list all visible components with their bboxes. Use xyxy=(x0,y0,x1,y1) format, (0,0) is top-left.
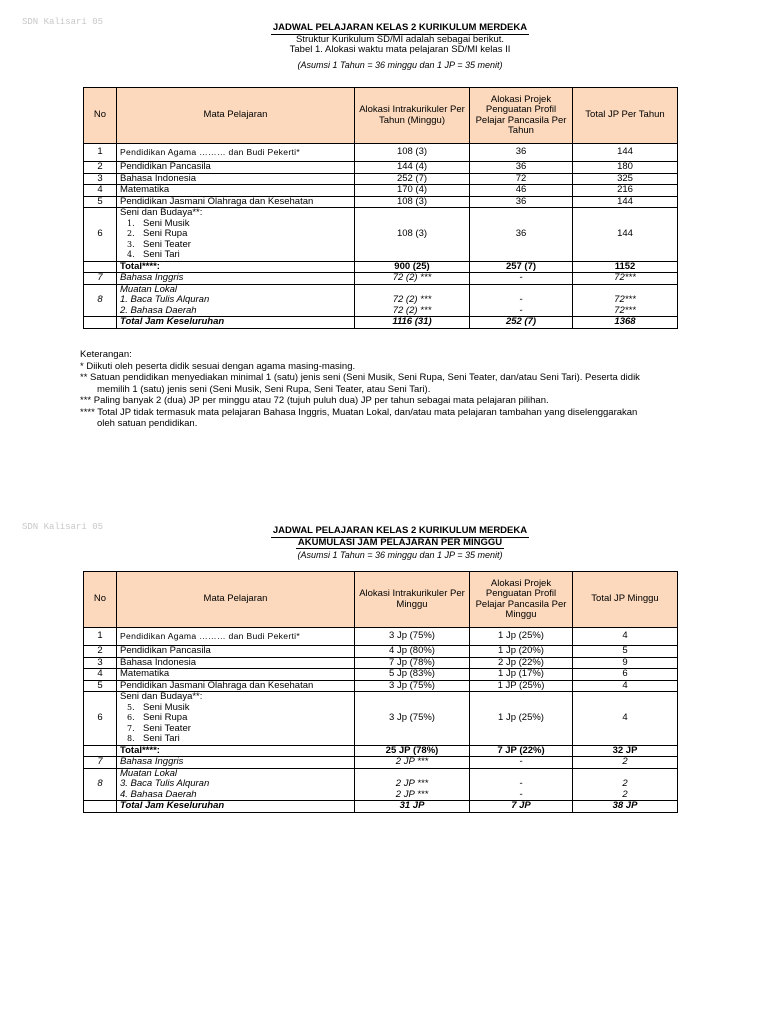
cell-intra xyxy=(355,768,470,801)
cell-intra: 7 Jp (78%) xyxy=(355,657,470,669)
cell-no: 7 xyxy=(84,757,117,769)
cell-projek: 257 (7) xyxy=(470,261,573,273)
table-row xyxy=(84,173,678,185)
cell-total: 4 xyxy=(573,628,678,646)
table1-title: JADWAL PELAJARAN KELAS 2 KURIKULUM MERDEKA xyxy=(272,22,528,33)
lokal-intra: 72 (2) *** xyxy=(392,294,432,305)
cell-total: 1152 xyxy=(573,261,678,273)
cell-mapel xyxy=(117,284,355,317)
header-total: Total JP Minggu xyxy=(573,572,678,628)
table-row-total xyxy=(84,261,678,273)
cell-projek: 7 JP (22%) xyxy=(470,745,573,757)
cell-projek: 36 xyxy=(470,208,573,262)
cell-mapel: Pendidikan Jasmani Olahraga dan Kesehatan xyxy=(117,196,355,208)
lokal-intra: 2 JP *** xyxy=(395,778,429,789)
seni-label: Seni Teater xyxy=(143,722,191,734)
seni-number: 3. xyxy=(127,239,135,249)
table-row xyxy=(84,162,678,174)
header-projek: Alokasi Projek Penguatan Profil Pelajar Pancasila Per Tahun xyxy=(470,88,573,144)
cell-no: 8 xyxy=(84,768,117,801)
seni-label: Seni Tari xyxy=(143,249,180,260)
cell-total: 144 xyxy=(573,196,678,208)
cell-intra: 900 (25) xyxy=(355,261,470,273)
list-item xyxy=(123,250,351,261)
table1-subtitle: Struktur Kurikulum SD/MI adalah sebagai berikut. xyxy=(295,33,505,45)
note-1: * Diikuti oleh peserta didik sesuai dengan agama masing-masing. xyxy=(80,360,356,372)
table-row xyxy=(84,628,678,646)
cell-projek: 252 (7) xyxy=(470,317,573,329)
note-3: *** Paling banyak 2 (dua) JP per minggu atau 72 (tujuh puluh dua) JP per tahun sebagai mata pelajaran pilihan. xyxy=(80,395,549,406)
header-total: Total JP Per Tahun xyxy=(573,88,678,144)
seni-number: 1. xyxy=(127,218,135,228)
table-row xyxy=(84,680,678,692)
header-mapel: Mata Pelajaran xyxy=(117,88,355,144)
cell-mapel: Pendidikan Pancasila xyxy=(117,162,355,174)
cell-intra: 252 (7) xyxy=(355,173,470,185)
table-row-inggris xyxy=(84,757,678,769)
cell-intra: 72 (2) *** xyxy=(355,273,470,285)
header-mapel: Mata Pelajaran xyxy=(117,572,355,628)
cell-intra: 144 (4) xyxy=(355,162,470,174)
table-row-seni xyxy=(84,692,678,746)
table1-caption: Tabel 1. Alokasi waktu mata pelajaran SD/MI kelas II xyxy=(289,44,511,55)
seni-label: Seni Rupa xyxy=(143,712,188,723)
cell-projek: 46 xyxy=(470,185,573,197)
table1-title-block xyxy=(0,23,768,70)
note-2: ** Satuan pendidikan menyediakan minimal 1 (satu) jenis seni (Seni Musik, Seni Rupa, Seni Teater, dan/atau Seni Tari). Peserta didik xyxy=(80,372,640,383)
cell-projek: - xyxy=(470,273,573,285)
cell-mapel: Total Jam Keseluruhan xyxy=(117,317,355,329)
table-row-inggris xyxy=(84,273,678,285)
cell-intra xyxy=(355,284,470,317)
note-4: **** Total JP tidak termasuk mata pelajaran Bahasa Inggris, Muatan Lokal, dan/atau mata pelajaran tambahan yang diselenggarakan xyxy=(80,406,638,418)
note-4-cont: oleh satuan pendidikan. xyxy=(97,418,198,429)
cell-mapel: Pendidikan Agama ……… dan Budi Pekerti* xyxy=(117,628,355,646)
lokal-total: 2 xyxy=(622,778,628,789)
cell-projek xyxy=(470,284,573,317)
cell-total: 4 xyxy=(573,692,678,746)
cell-total: 9 xyxy=(573,657,678,669)
seni-number: 6. xyxy=(127,713,135,722)
cell-no: 6 xyxy=(84,692,117,746)
table-row-lokal xyxy=(84,768,678,801)
cell-total: 5 xyxy=(573,646,678,658)
seni-label: Seni Rupa xyxy=(143,228,188,239)
table1-header-row xyxy=(84,88,678,144)
cell-projek: 1 JP (25%) xyxy=(470,680,573,692)
cell-total: 2 xyxy=(573,757,678,769)
seni-label: Seni Tari xyxy=(143,733,180,744)
cell-total: 144 xyxy=(573,208,678,262)
cell-no: 3 xyxy=(84,657,117,669)
notes-head: Keterangan: xyxy=(80,349,132,360)
cell-projek: 1 Jp (17%) xyxy=(470,669,573,681)
header-intra: Alokasi Intrakurikuler Per Tahun (Minggu) xyxy=(355,88,470,144)
lokal-item: 4. Bahasa Daerah xyxy=(120,788,197,800)
cell-mapel: Matematika xyxy=(117,185,355,197)
table-row xyxy=(84,657,678,669)
table-row-lokal xyxy=(84,284,678,317)
table-row xyxy=(84,196,678,208)
list-item xyxy=(123,734,351,745)
watermark-text: SDN Kalisari 05 xyxy=(22,17,104,27)
cell-projek: 7 JP xyxy=(470,801,573,813)
cell-no: 5 xyxy=(84,196,117,208)
notes xyxy=(80,349,750,430)
lokal-projek: - xyxy=(519,304,523,316)
cell-intra: 3 Jp (75%) xyxy=(355,628,470,646)
seni-number: 4. xyxy=(127,250,135,259)
cell-total: 38 JP xyxy=(573,801,678,813)
cell-intra: 25 JP (78%) xyxy=(355,745,470,757)
table-row-grand-total xyxy=(84,801,678,813)
cell-total: 6 xyxy=(573,669,678,681)
lokal-title: Muatan Lokal xyxy=(120,283,178,295)
cell-total: 180 xyxy=(573,162,678,174)
cell-no xyxy=(84,745,117,757)
cell-no: 5 xyxy=(84,680,117,692)
cell-total: 72*** xyxy=(573,273,678,285)
cell-mapel: Total****: xyxy=(117,261,355,273)
seni-number: 2. xyxy=(127,229,135,238)
cell-projek: 1 Jp (20%) xyxy=(470,646,573,658)
cell-mapel: Matematika xyxy=(117,669,355,681)
cell-mapel: Total Jam Keseluruhan xyxy=(117,801,355,813)
table-row-grand-total xyxy=(84,317,678,329)
table-row xyxy=(84,669,678,681)
cell-intra: 108 (3) xyxy=(355,208,470,262)
cell-intra: 108 (3) xyxy=(355,144,470,162)
cell-no: 2 xyxy=(84,646,117,658)
cell-intra: 31 JP xyxy=(355,801,470,813)
seni-label: Seni Musik xyxy=(143,701,190,713)
cell-no: 3 xyxy=(84,173,117,185)
seni-label: Seni Musik xyxy=(143,217,190,229)
cell-intra: 3 Jp (75%) xyxy=(355,680,470,692)
cell-total: 1368 xyxy=(573,317,678,329)
cell-projek xyxy=(470,768,573,801)
cell-intra: 170 (4) xyxy=(355,185,470,197)
cell-projek: 72 xyxy=(470,173,573,185)
cell-projek: 1 Jp (25%) xyxy=(470,628,573,646)
seni-title: Seni dan Budaya**: xyxy=(120,691,203,702)
table2-assumption: (Asumsi 1 Tahun = 36 minggu dan 1 JP = 35 menit) xyxy=(297,550,503,560)
seni-label: Seni Teater xyxy=(143,238,191,250)
cell-intra: 3 Jp (75%) xyxy=(355,692,470,746)
header-projek: Alokasi Projek Penguatan Profil Pelajar Pancasila Per Minggu xyxy=(470,572,573,628)
header-intra: Alokasi Intrakurikuler Per Minggu xyxy=(355,572,470,628)
seni-list xyxy=(120,703,351,745)
table2-subtitle: AKUMULASI JAM PELAJARAN PER MINGGU xyxy=(297,536,503,548)
cell-intra: 108 (3) xyxy=(355,196,470,208)
lokal-title: Muatan Lokal xyxy=(120,767,178,779)
cell-intra: 4 Jp (80%) xyxy=(355,646,470,658)
cell-mapel: Pendidikan Pancasila xyxy=(117,646,355,658)
cell-mapel xyxy=(117,692,355,746)
lokal-total: 2 xyxy=(622,788,628,800)
cell-total: 4 xyxy=(573,680,678,692)
table-row xyxy=(84,646,678,658)
cell-mapel xyxy=(117,768,355,801)
cell-mapel: Bahasa Indonesia xyxy=(117,173,355,185)
cell-total: 216 xyxy=(573,185,678,197)
table2-title-block xyxy=(0,526,768,561)
cell-intra: 1116 (31) xyxy=(355,317,470,329)
lokal-item: 1. Baca Tulis Alquran xyxy=(120,294,210,305)
cell-no: 1 xyxy=(84,144,117,162)
seni-number: 7. xyxy=(127,723,135,733)
lokal-projek: - xyxy=(519,788,523,800)
seni-number: 8. xyxy=(127,734,135,743)
cell-total xyxy=(573,284,678,317)
cell-projek: 36 xyxy=(470,196,573,208)
table1-assumption: (Asumsi 1 Tahun = 36 minggu dan 1 JP = 35 menit) xyxy=(297,59,503,70)
cell-projek: 2 Jp (22%) xyxy=(470,657,573,669)
cell-total: 144 xyxy=(573,144,678,162)
header-no: No xyxy=(84,88,117,144)
table-row-seni xyxy=(84,208,678,262)
table-row xyxy=(84,185,678,197)
cell-projek: 1 Jp (25%) xyxy=(470,692,573,746)
cell-no xyxy=(84,261,117,273)
table1 xyxy=(83,87,678,329)
cell-mapel: Bahasa Inggris xyxy=(117,273,355,285)
cell-no: 6 xyxy=(84,208,117,262)
cell-no: 2 xyxy=(84,162,117,174)
cell-no: 4 xyxy=(84,669,117,681)
cell-total xyxy=(573,768,678,801)
cell-mapel: Bahasa Inggris xyxy=(117,757,355,769)
cell-total: 325 xyxy=(573,173,678,185)
seni-title: Seni dan Budaya**: xyxy=(120,207,203,218)
watermark-text: SDN Kalisari 05 xyxy=(22,522,104,532)
cell-projek: 36 xyxy=(470,162,573,174)
cell-mapel xyxy=(117,208,355,262)
header-no: No xyxy=(84,572,117,628)
cell-mapel: Pendidikan Agama ……… dan Budi Pekerti* xyxy=(117,144,355,162)
cell-no: 1 xyxy=(84,628,117,646)
cell-no: 7 xyxy=(84,273,117,285)
cell-total: 32 JP xyxy=(573,745,678,757)
seni-number: 5. xyxy=(127,702,135,712)
lokal-total: 72*** xyxy=(614,304,636,316)
cell-no xyxy=(84,801,117,813)
cell-mapel: Pendidikan Jasmani Olahraga dan Kesehatan xyxy=(117,680,355,692)
cell-no xyxy=(84,317,117,329)
table-row-total xyxy=(84,745,678,757)
cell-mapel: Total****: xyxy=(117,745,355,757)
lokal-intra: 2 JP *** xyxy=(395,788,429,800)
cell-no: 8 xyxy=(84,284,117,317)
table2-title: JADWAL PELAJARAN KELAS 2 KURIKULUM MERDEKA xyxy=(272,525,528,536)
note-2-cont: memilih 1 (satu) jenis seni (Seni Musik, Seni Rupa, Seni Teater, atau Seni Tari). xyxy=(97,383,431,395)
lokal-projek: - xyxy=(519,778,523,789)
lokal-total: 72*** xyxy=(614,294,636,305)
table-row xyxy=(84,144,678,162)
cell-intra: 2 JP *** xyxy=(355,757,470,769)
cell-no: 4 xyxy=(84,185,117,197)
seni-list xyxy=(120,219,351,261)
lokal-item: 3. Baca Tulis Alquran xyxy=(120,778,210,789)
lokal-intra: 72 (2) *** xyxy=(392,304,432,316)
cell-projek: - xyxy=(470,757,573,769)
table2 xyxy=(83,571,678,813)
cell-projek: 36 xyxy=(470,144,573,162)
lokal-projek: - xyxy=(519,294,523,305)
cell-intra: 5 Jp (83%) xyxy=(355,669,470,681)
lokal-item: 2. Bahasa Daerah xyxy=(120,304,197,316)
cell-mapel: Bahasa Indonesia xyxy=(117,657,355,669)
table2-header-row xyxy=(84,572,678,628)
